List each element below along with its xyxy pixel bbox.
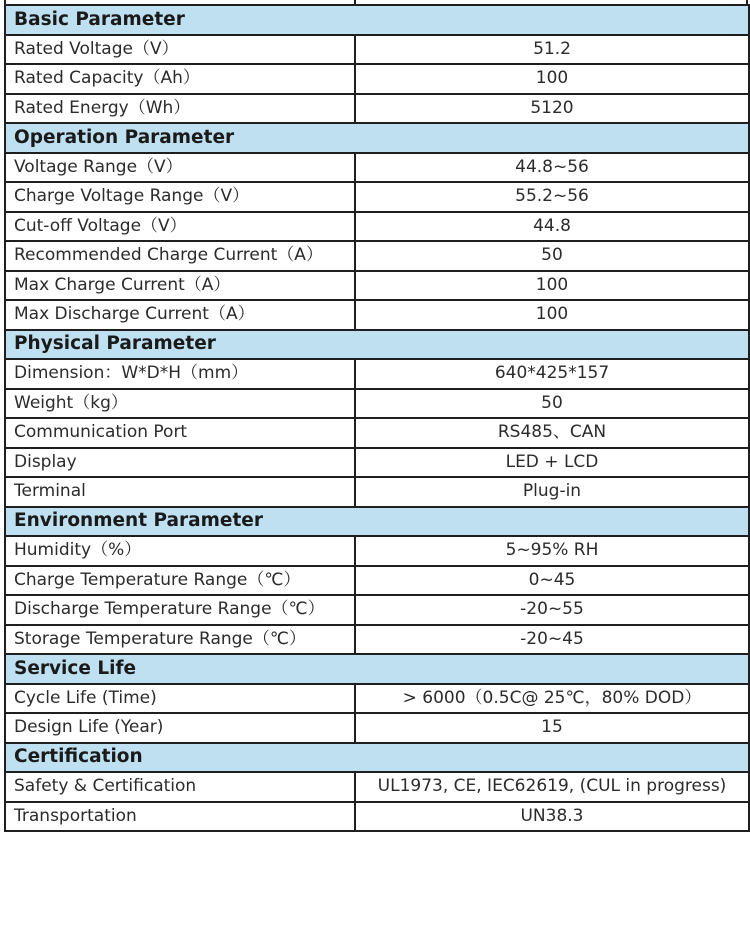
table-row: [5, 625, 749, 655]
parameter-value: 0~45: [355, 566, 749, 596]
table-row: [5, 212, 749, 242]
parameter-label: Terminal: [5, 477, 355, 507]
table-row: [5, 684, 749, 714]
section-title: Certification: [5, 743, 749, 773]
parameter-value: 50: [355, 389, 749, 419]
parameter-label: Discharge Temperature Range（℃）: [5, 595, 355, 625]
parameter-value: 44.8~56: [355, 153, 749, 183]
table-row: [5, 64, 749, 94]
section-header-environment-parameter: [5, 507, 749, 537]
parameter-label: Weight（kg）: [5, 389, 355, 419]
parameter-label: Cut-off Voltage（V）: [5, 212, 355, 242]
parameter-label: Recommended Charge Current（A）: [5, 241, 355, 271]
parameter-label: Dimension：W*D*H（mm）: [5, 359, 355, 389]
parameter-value: 100: [355, 300, 749, 330]
parameter-value: > 6000（0.5C@ 25℃，80% DOD）: [355, 684, 749, 714]
section-header-service-life: [5, 654, 749, 684]
section-title: Physical Parameter: [5, 330, 749, 360]
table-row: [5, 153, 749, 183]
table-row: [5, 35, 749, 65]
parameter-label: Transportation: [5, 802, 355, 832]
parameter-value: 55.2~56: [355, 182, 749, 212]
section-title: Basic Parameter: [5, 5, 749, 35]
table-row: [5, 802, 749, 832]
parameter-value: 44.8: [355, 212, 749, 242]
spec-table: [4, 4, 750, 832]
parameter-label: Rated Voltage（V）: [5, 35, 355, 65]
table-row: [5, 536, 749, 566]
parameter-label: Communication Port: [5, 418, 355, 448]
parameter-label: Voltage Range（V）: [5, 153, 355, 183]
table-row: [5, 772, 749, 802]
table-row: [5, 359, 749, 389]
parameter-value: UL1973, CE, IEC62619, (CUL in progress): [355, 772, 749, 802]
table-row: [5, 595, 749, 625]
parameter-value: 15: [355, 713, 749, 743]
table-row: [5, 448, 749, 478]
parameter-value: UN38.3: [355, 802, 749, 832]
parameter-value: LED + LCD: [355, 448, 749, 478]
table-row: [5, 418, 749, 448]
table-row: [5, 271, 749, 301]
parameter-value: 5120: [355, 94, 749, 124]
table-row: [5, 477, 749, 507]
section-header-certification: [5, 743, 749, 773]
table-row: [5, 389, 749, 419]
parameter-label: Rated Energy（Wh）: [5, 94, 355, 124]
parameter-label: Humidity（%）: [5, 536, 355, 566]
parameter-value: Plug-in: [355, 477, 749, 507]
parameter-label: Charge Voltage Range（V）: [5, 182, 355, 212]
section-title: Operation Parameter: [5, 123, 749, 153]
parameter-value: 100: [355, 64, 749, 94]
table-row: [5, 300, 749, 330]
table-row: [5, 182, 749, 212]
table-row: [5, 241, 749, 271]
parameter-value: -20~45: [355, 625, 749, 655]
parameter-value: 5~95% RH: [355, 536, 749, 566]
parameter-label: Rated Capacity（Ah）: [5, 64, 355, 94]
parameter-label: Display: [5, 448, 355, 478]
section-title: Service Life: [5, 654, 749, 684]
table-row: [5, 713, 749, 743]
parameter-label: Max Discharge Current（A）: [5, 300, 355, 330]
parameter-label: Max Charge Current（A）: [5, 271, 355, 301]
parameter-value: 51.2: [355, 35, 749, 65]
section-header-physical-parameter: [5, 330, 749, 360]
spec-table-body: [5, 5, 749, 831]
section-title: Environment Parameter: [5, 507, 749, 537]
parameter-label: Design Life (Year): [5, 713, 355, 743]
section-header-basic-parameter: [5, 5, 749, 35]
parameter-value: 640*425*157: [355, 359, 749, 389]
section-header-operation-parameter: [5, 123, 749, 153]
parameter-label: Storage Temperature Range（℃）: [5, 625, 355, 655]
table-row: [5, 566, 749, 596]
parameter-value: 50: [355, 241, 749, 271]
parameter-value: RS485、CAN: [355, 418, 749, 448]
parameter-label: Safety & Certification: [5, 772, 355, 802]
parameter-label: Cycle Life (Time): [5, 684, 355, 714]
table-row: [5, 94, 749, 124]
parameter-value: 100: [355, 271, 749, 301]
parameter-label: Charge Temperature Range（℃）: [5, 566, 355, 596]
parameter-value: -20~55: [355, 595, 749, 625]
